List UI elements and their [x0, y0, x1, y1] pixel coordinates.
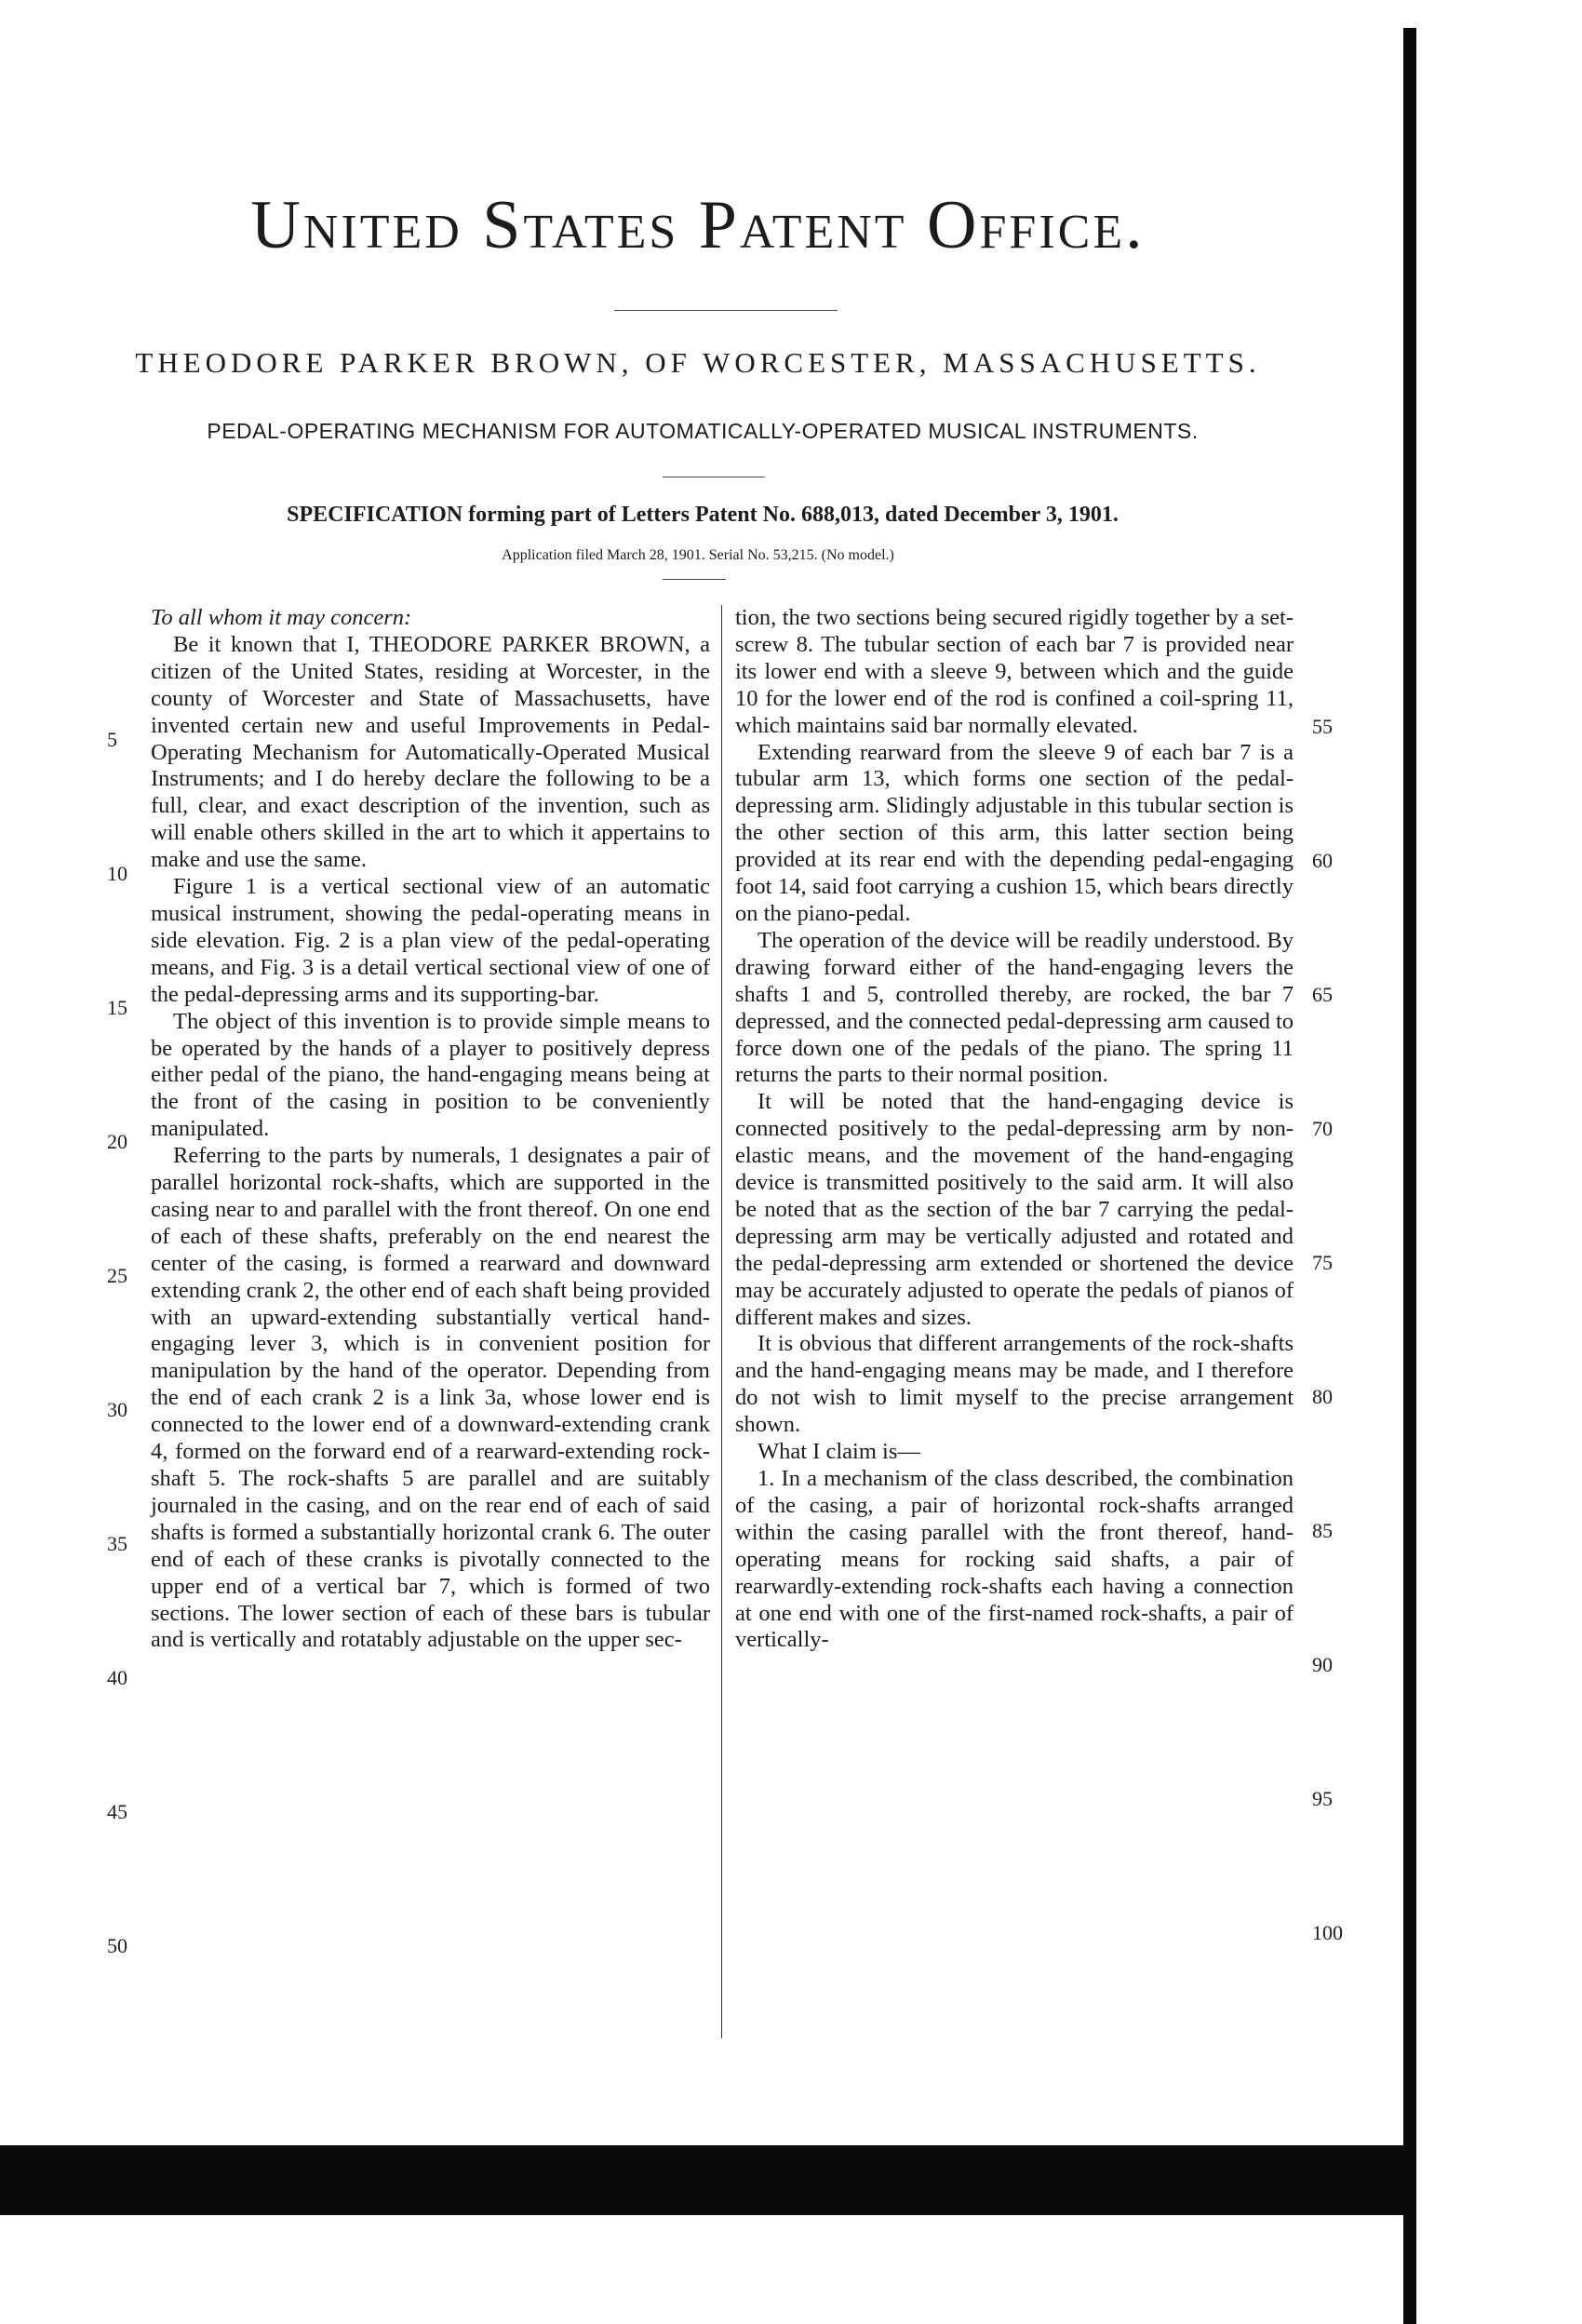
title-rule [614, 310, 838, 311]
office-title: United States Patent Office. [250, 187, 1146, 263]
inventor-line: THEODORE PARKER BROWN, OF WORCESTER, MASSACHUSETTS. [135, 346, 1261, 379]
paragraph: 1. In a mechanism of the class described, the combination of the casing, a pair of horizontal rock-shafts arranged within the casing parallel with the front thereof, hand-operating means for rocking said shafts, a pair of rearwardly-extending rock-shafts each having a connection at one end with one of the first-named rock-shafts, a pair of vertically- [735, 1466, 1294, 1653]
body-rule [663, 579, 726, 580]
line-number: 100 [1312, 1921, 1343, 1944]
line-number: 25 [107, 1264, 127, 1287]
column-divider [721, 605, 722, 2038]
paragraph: It will be noted that the hand-engaging device is connected positively to the pedal-depressing arm by non-elastic means, and the movement of the hand-engaging device is transmitted positively to the said arm. It will also be noted that as the section of the bar 7 carrying the pedal-depressing arm may be vertically adjusted and rotated and the pedal-depressing arm extended or shortened the device may be accurately adjusted to operate the pedals of pianos of different makes and sizes. [735, 1089, 1294, 1330]
line-number: 10 [107, 862, 127, 885]
line-number: 55 [1312, 715, 1333, 738]
scan-edge-bottom [0, 2145, 1416, 2215]
line-number: 95 [1312, 1787, 1333, 1810]
line-number: 75 [1312, 1251, 1333, 1274]
line-number: 20 [107, 1130, 127, 1153]
line-number: 30 [107, 1398, 127, 1421]
line-number: 60 [1312, 849, 1333, 872]
application-line: Application filed March 28, 1901. Serial No. 53,215. (No model.) [502, 547, 894, 563]
line-number: 40 [107, 1666, 127, 1689]
invention-title: PEDAL-OPERATING MECHANISM FOR AUTOMATICALLY-OPERATED MUSICAL INSTRUMENTS. [207, 419, 1199, 443]
line-number: 70 [1312, 1117, 1333, 1140]
paragraph: Be it known that I, THEODORE PARKER BROWN, a citizen of the United States, residing at Worcester, in the county of Worcester and State of Massachusetts, have invented certain new and useful Improvements in Pedal-Operating Mechanism for Automatically-Operated Musical Instruments; and I do hereby declare the following to be a full, clear, and exact description of the invention, such as will enable others skilled in the art to which it appertains to make and use the same. [151, 631, 710, 873]
salutation: To all whom it may concern: [151, 605, 412, 630]
line-number: 5 [107, 728, 117, 751]
specification-line: SPECIFICATION forming part of Letters Patent No. 688,013, dated December 3, 1901. [287, 503, 1119, 527]
line-number: 90 [1312, 1653, 1333, 1676]
paragraph: The object of this invention is to provide simple means to be operated by the hands of a player to positively depress either pedal of the piano, the hand-engaging means being at the front of the casing in position to be conveniently manipulated. [151, 1008, 710, 1142]
scan-edge-right [1403, 28, 1416, 2324]
paragraph: What I claim is— [757, 1439, 920, 1465]
paragraph: The operation of the device will be readily understood. By drawing forward either of the hand-engaging levers the shafts 1 and 5, controlled thereby, are rocked, the bar 7 depressed, and the connected pedal-depressing arm caused to force down one of the pedals of the piano. The spring 11 returns the parts to their normal position. [735, 927, 1294, 1088]
line-number: 65 [1312, 983, 1333, 1006]
paragraph: Figure 1 is a vertical sectional view of an automatic musical instrument, showing the pedal-operating means in side elevation. Fig. 2 is a plan view of the pedal-operating means, and Fig. 3 is a detail vertical sectional view of one of the pedal-depressing arms and its supporting-bar. [151, 874, 710, 1007]
left-column [151, 605, 710, 1654]
line-number: 80 [1312, 1385, 1333, 1408]
paragraph: It is obvious that different arrangements of the rock-shafts and the hand-engaging means may be made, and I therefore do not wish to limit myself to the precise arrangement shown. [735, 1331, 1294, 1438]
paragraph: Extending rearward from the sleeve 9 of each bar 7 is a tubular arm 13, which forms one section of the pedal-depressing arm. Slidingly adjustable in this tubular section is the other section of this arm, this latter section being provided at its rear end with the depending pedal-engaging foot 14, said foot carrying a cushion 15, which bears directly on the piano-pedal. [735, 739, 1294, 926]
line-number: 15 [107, 996, 127, 1019]
line-number: 45 [107, 1800, 127, 1823]
line-number: 85 [1312, 1519, 1333, 1542]
line-number: 50 [107, 1934, 127, 1957]
paragraph: tion, the two sections being secured rigidly together by a set-screw 8. The tubular section of each bar 7 is provided near its lower end with a sleeve 9, between which and the guide 10 for the lower end of the rod is confined a coil-spring 11, which maintains said bar normally elevated. [735, 605, 1294, 738]
right-column [735, 605, 1294, 1654]
paragraph: Referring to the parts by numerals, 1 designates a pair of parallel horizontal rock-shafts, which are supported in the casing near to and parallel with the front thereof. On one end of each of these shafts, preferably on the end nearest the center of the casing, is formed a rearward and downward extending crank 2, the other end of each shaft being provided with an upward-extending substantially vertical hand-engaging lever 3, which is in convenient position for manipulation by the hand of the operator. Depending from the end of each crank 2 is a link 3a, whose lower end is connected to the lower end of a downward-extending crank 4, formed on the forward end of a rearward-extending rock-shaft 5. The rock-shafts 5 are parallel and are suitably journaled in the casing, and on the rear end of each of said shafts is formed a substantially horizontal crank 6. The outer end of each of these cranks is pivotally connected to the upper end of a vertical bar 7, which is formed of two sections. The lower section of each of these bars is tubular and is vertically and rotatably adjustable on the upper sec- [151, 1143, 710, 1653]
line-number: 35 [107, 1532, 127, 1555]
